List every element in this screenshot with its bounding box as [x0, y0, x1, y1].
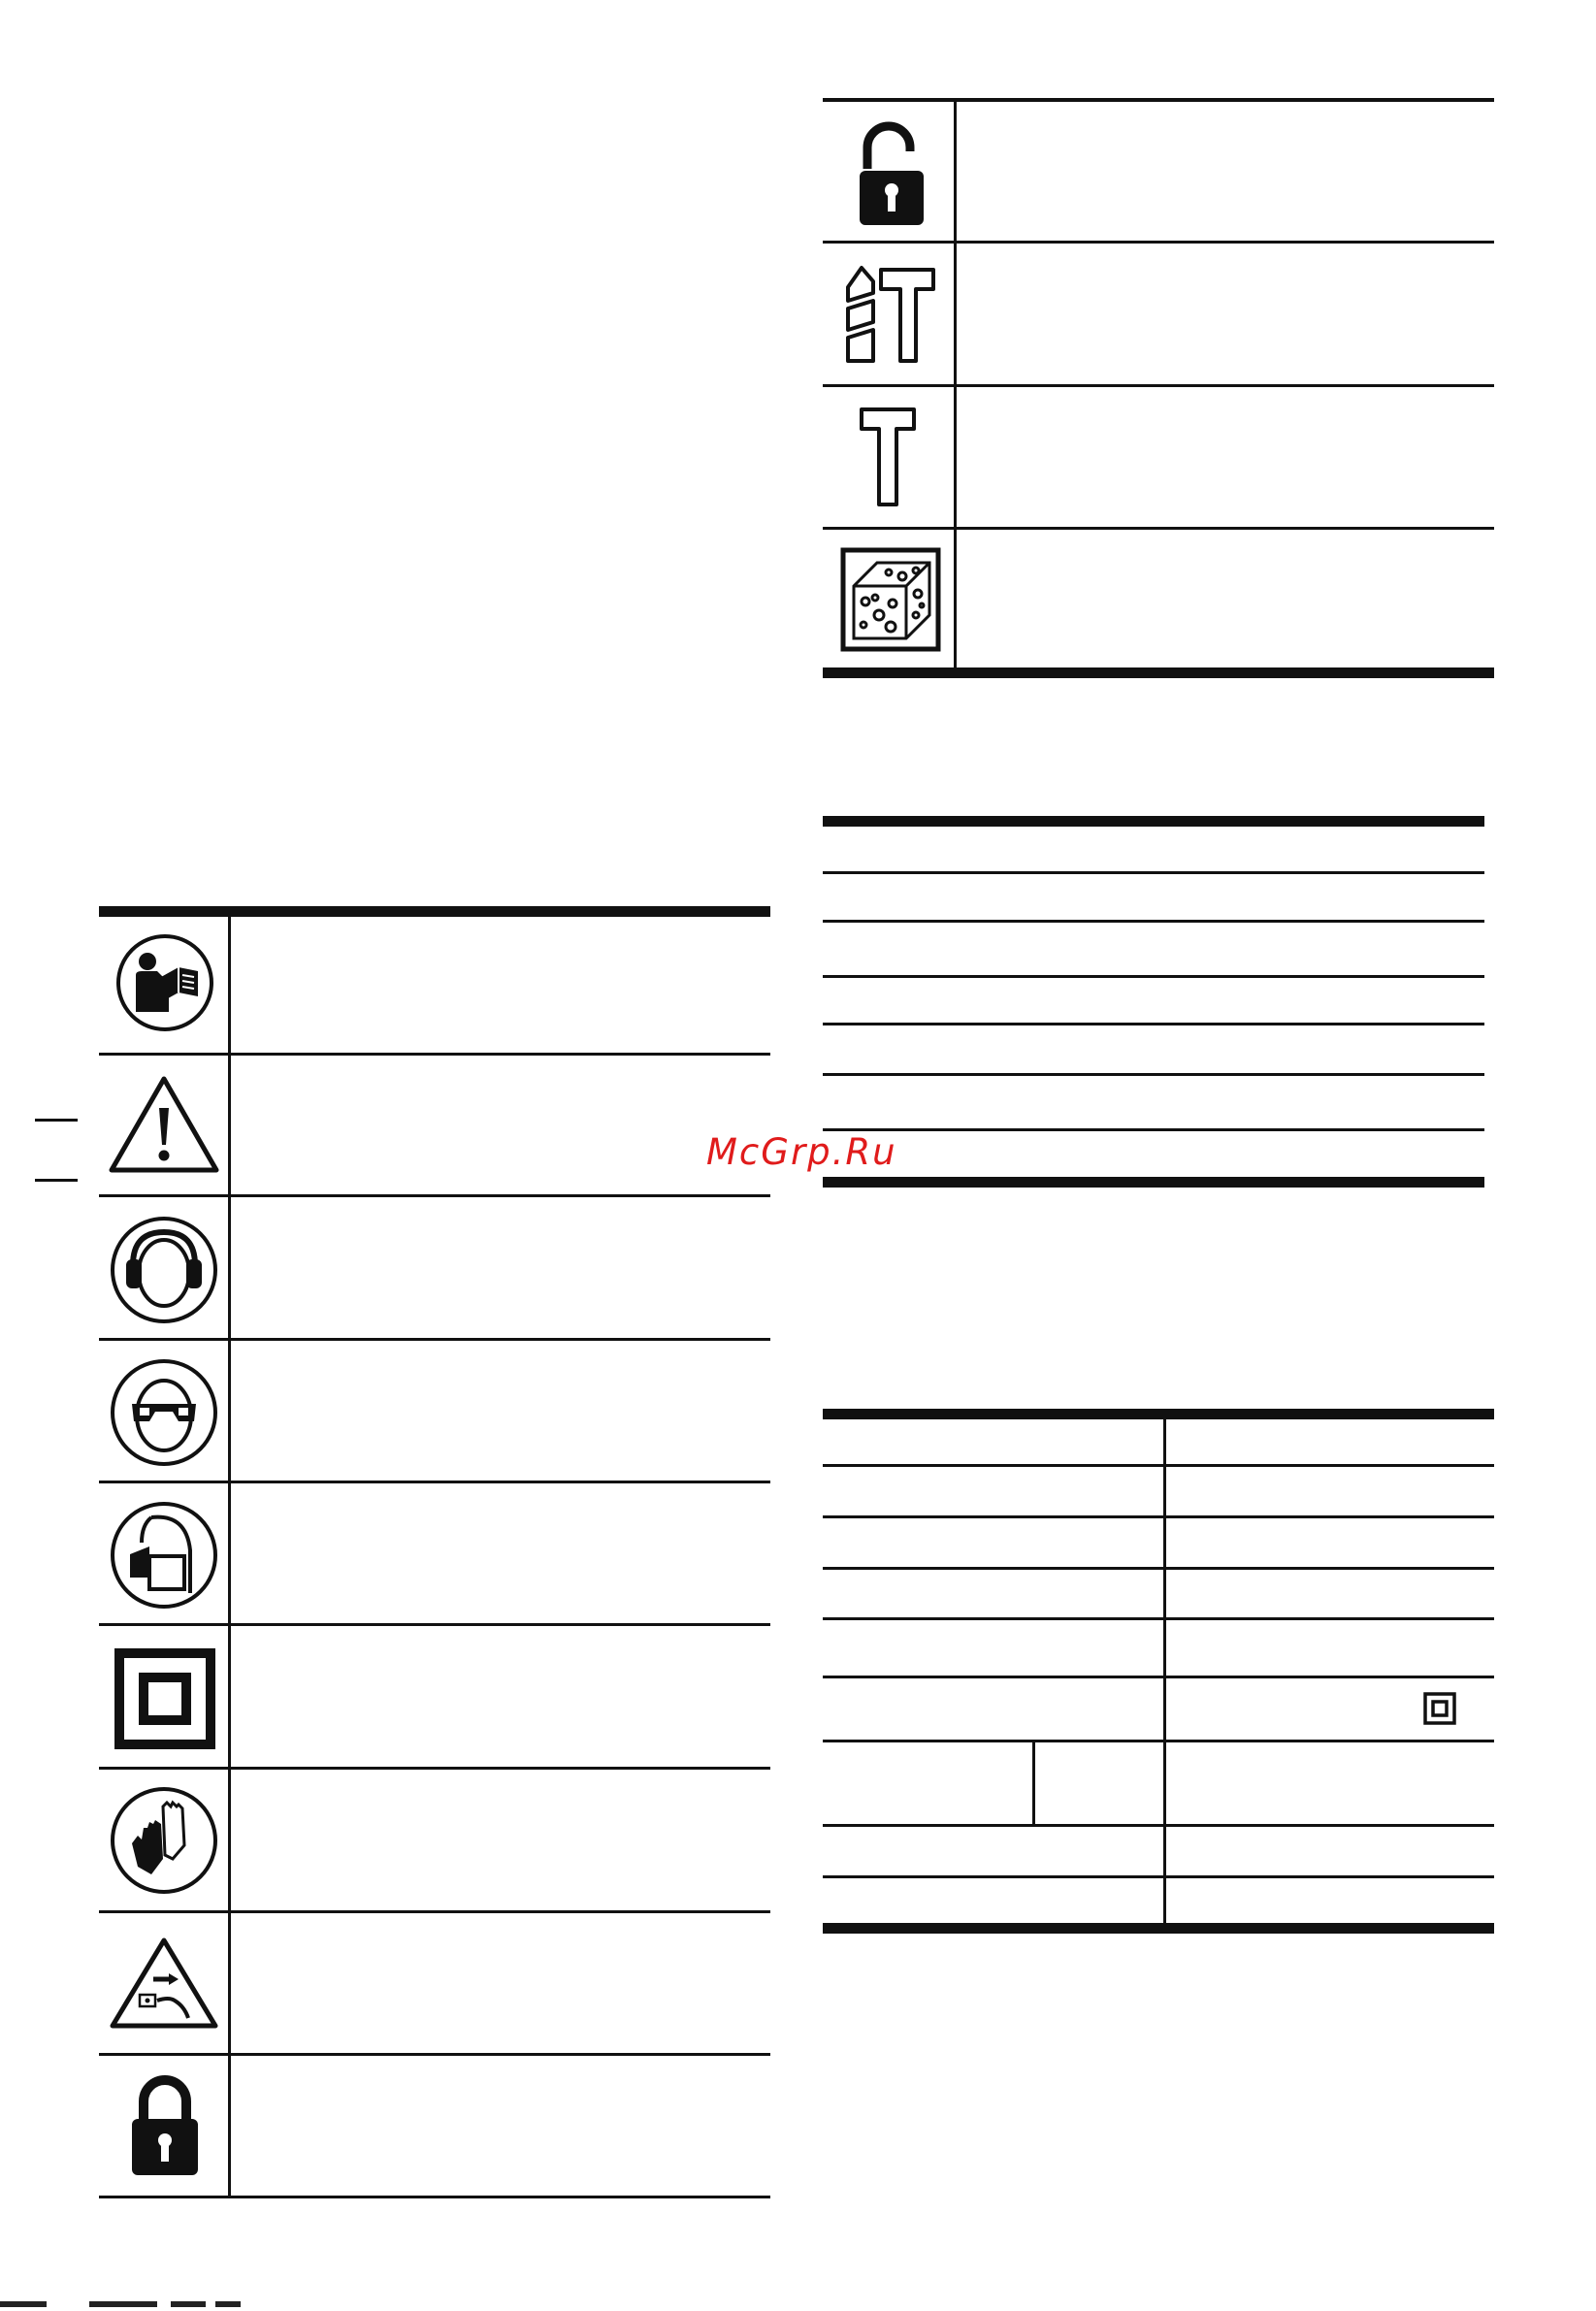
table-rule: [823, 241, 1494, 244]
porous-material-icon: [840, 547, 941, 652]
hammer-only-icon: [858, 406, 918, 508]
table-rule: [823, 1515, 1494, 1518]
table-rule: [99, 1194, 770, 1197]
table-rule: [823, 1023, 1484, 1025]
gloves-icon: [109, 1785, 219, 1896]
double-insulation-small-icon: [1423, 1692, 1456, 1725]
table-rule: [99, 1053, 770, 1056]
table-rule: [823, 1875, 1494, 1878]
footer-mark: [89, 2301, 157, 2307]
margin-mark: [35, 1179, 78, 1182]
table-rule: [823, 384, 1494, 387]
table-rule: [823, 1676, 1494, 1678]
footer-mark: [0, 2301, 47, 2307]
table-rule: [823, 1923, 1494, 1934]
table-rule: [823, 1409, 1494, 1419]
footer-mark: [215, 2301, 241, 2307]
dust-mask-icon: [109, 1500, 219, 1611]
table-rule: [823, 98, 1494, 102]
table-rule: [99, 2196, 770, 2198]
table-rule: [823, 1617, 1494, 1620]
table-rule: [823, 816, 1484, 827]
lock-open-icon: [854, 114, 929, 229]
chisel-and-hammer-icon: [842, 260, 939, 367]
lock-closed-icon: [128, 2072, 202, 2179]
table-divider: [1032, 1741, 1035, 1825]
eye-protection-icon: [109, 1357, 219, 1468]
table-rule: [99, 1338, 770, 1341]
table-rule: [99, 1623, 770, 1626]
table-rule: [823, 527, 1494, 530]
table-rule: [823, 871, 1484, 874]
table-rule: [823, 1740, 1494, 1742]
margin-mark: [35, 1119, 78, 1122]
table-rule: [823, 975, 1484, 978]
warning-triangle-icon: [107, 1073, 221, 1174]
table-rule: [823, 1177, 1484, 1188]
table-divider: [1163, 1418, 1166, 1925]
table-rule: [823, 1824, 1494, 1827]
table-rule: [823, 1464, 1494, 1467]
table-rule: [99, 1481, 770, 1483]
read-manual-icon: [114, 932, 215, 1033]
table-rule: [823, 1567, 1494, 1570]
table-rule: [99, 2053, 770, 2056]
table-rule: [99, 1910, 770, 1913]
table-rule: [99, 906, 770, 917]
table-rule: [823, 1128, 1484, 1131]
table-divider: [228, 916, 231, 2198]
ear-protection-icon: [109, 1215, 219, 1325]
watermark-text: McGrp.Ru: [706, 1131, 897, 1173]
footer-mark: [171, 2301, 206, 2307]
disconnect-plug-warning-icon: [109, 1935, 219, 2030]
table-rule: [823, 1073, 1484, 1076]
table-rule: [823, 667, 1494, 678]
double-insulation-icon: [114, 1648, 215, 1749]
table-rule: [99, 1767, 770, 1770]
table-rule: [823, 920, 1484, 923]
